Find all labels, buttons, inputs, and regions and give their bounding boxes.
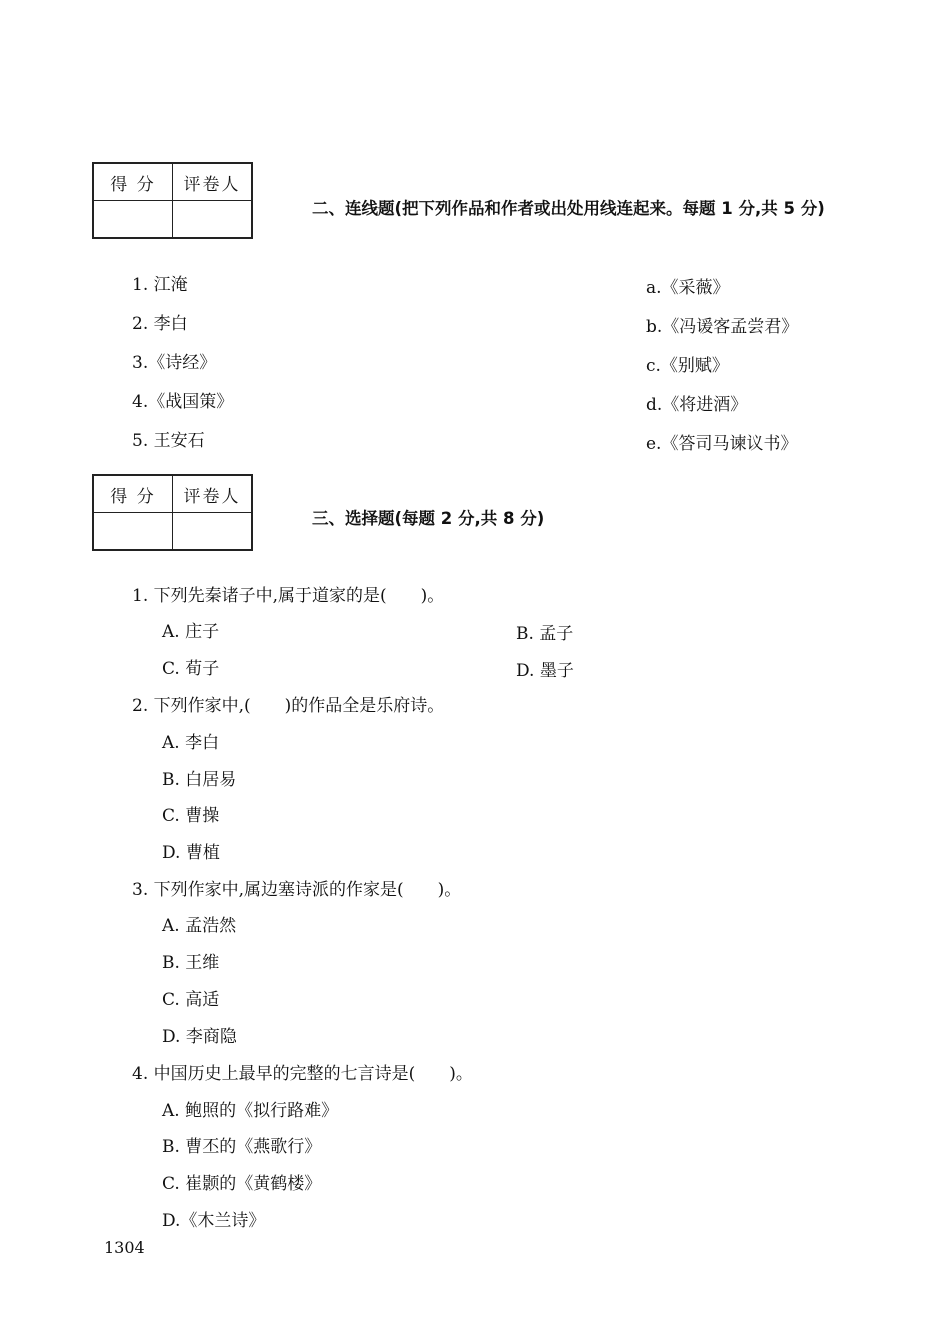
question-4-option-d: D.《木兰诗》 <box>162 1211 266 1231</box>
question-3-option-a: A. 孟浩然 <box>162 916 237 936</box>
match-right-a: a.《采薇》 <box>646 278 730 298</box>
match-left-3: 3.《诗经》 <box>132 353 217 373</box>
grader-header: 评卷人 <box>173 163 253 201</box>
question-3-option-d: D. 李商隐 <box>162 1027 237 1047</box>
question-2-stem: 2. 下列作家中,( )的作品全是乐府诗。 <box>132 696 445 716</box>
score-header: 得 分 <box>93 163 173 201</box>
match-right-e: e.《答司马谏议书》 <box>646 434 798 454</box>
match-right-d: d.《将进酒》 <box>646 395 748 415</box>
question-1-option-d: D. 墨子 <box>516 661 574 681</box>
match-right-b: b.《冯谖客孟尝君》 <box>646 317 799 337</box>
question-3-option-c: C. 高适 <box>162 990 220 1010</box>
grader-cell[interactable] <box>173 201 253 239</box>
question-1-option-c: C. 荀子 <box>162 659 220 679</box>
match-left-2: 2. 李白 <box>132 314 188 334</box>
question-2-option-d: D. 曹植 <box>162 843 220 863</box>
question-3-option-b: B. 王维 <box>162 953 220 973</box>
section2-title: 二、连线题(把下列作品和作者或出处用线连起来。每题 1 分,共 5 分) <box>312 199 825 218</box>
question-2-option-b: B. 白居易 <box>162 770 237 790</box>
question-1-option-a: A. 庄子 <box>162 622 220 642</box>
match-left-5: 5. 王安石 <box>132 431 205 451</box>
score-cell[interactable] <box>93 201 173 239</box>
question-4-option-c: C. 崔颢的《黄鹤楼》 <box>162 1174 322 1194</box>
score-table-1 <box>92 162 253 239</box>
grader-header: 评卷人 <box>173 475 253 513</box>
match-right-c: c.《别赋》 <box>646 356 729 376</box>
match-left-1: 1. 江淹 <box>132 275 188 295</box>
score-cell[interactable] <box>93 513 173 551</box>
question-2-option-a: A. 李白 <box>162 733 220 753</box>
question-1-stem: 1. 下列先秦诸子中,属于道家的是( )。 <box>132 586 445 606</box>
question-4-option-b: B. 曹丕的《燕歌行》 <box>162 1137 322 1157</box>
score-header: 得 分 <box>93 475 173 513</box>
grader-cell[interactable] <box>173 513 253 551</box>
question-2-option-c: C. 曹操 <box>162 806 220 826</box>
question-1-option-b: B. 孟子 <box>516 624 574 644</box>
question-4-stem: 4. 中国历史上最早的完整的七言诗是( )。 <box>132 1064 473 1084</box>
section3-title: 三、选择题(每题 2 分,共 8 分) <box>312 509 545 528</box>
page-number: 1304 <box>104 1238 145 1257</box>
question-3-stem: 3. 下列作家中,属边塞诗派的作家是( )。 <box>132 880 462 900</box>
question-4-option-a: A. 鲍照的《拟行路难》 <box>162 1101 339 1121</box>
match-left-4: 4.《战国策》 <box>132 392 234 412</box>
score-table-2 <box>92 474 253 551</box>
